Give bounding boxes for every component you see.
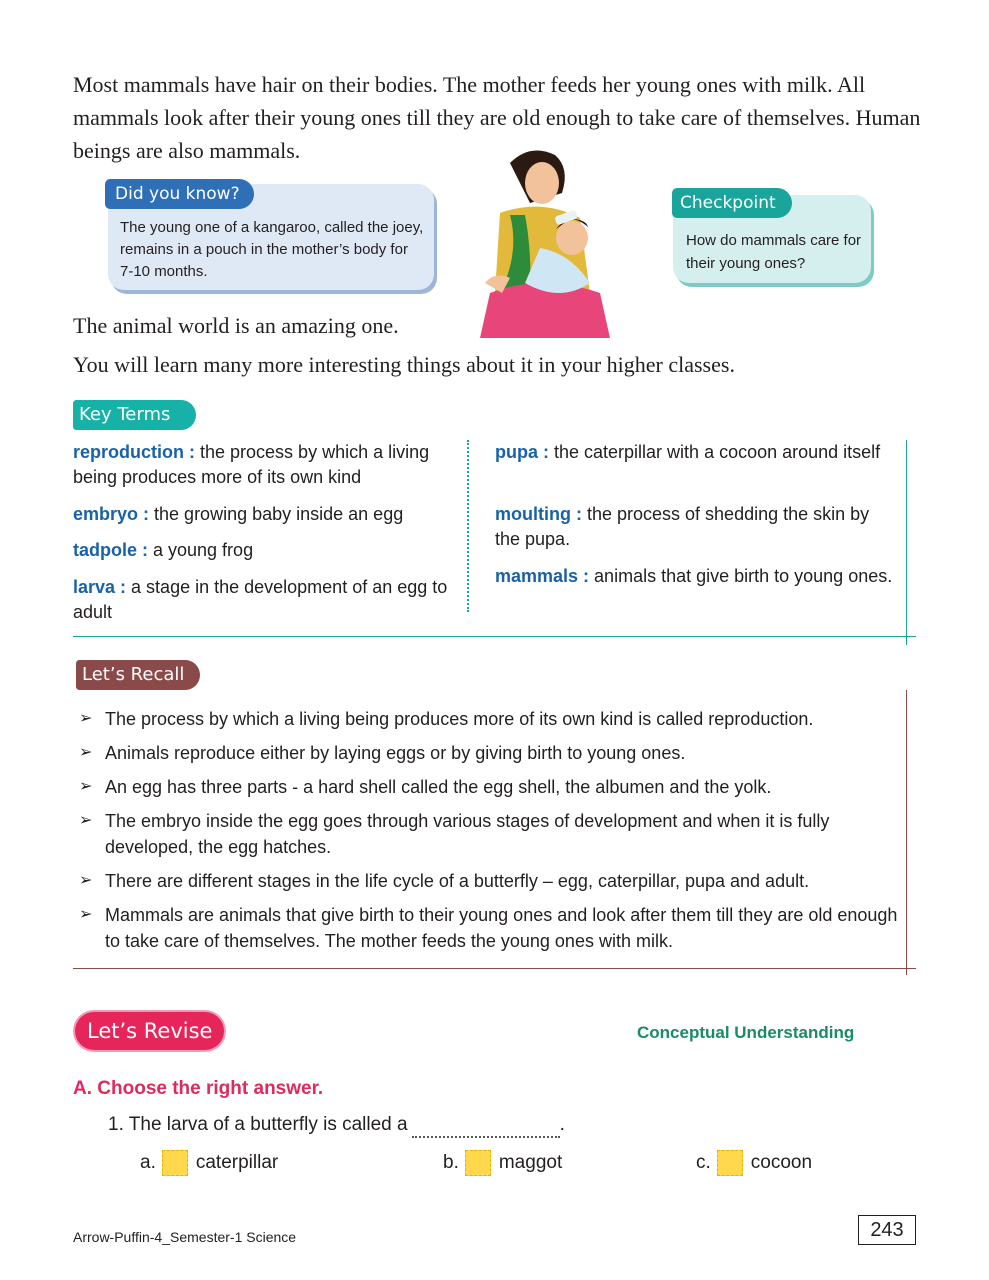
animal-world-line-1: The animal world is an amazing one. — [73, 313, 399, 338]
term-name: reproduction : — [73, 442, 195, 462]
question-text: 1. The larva of a butterfly is called a — [108, 1114, 408, 1135]
option-text: cocoon — [750, 1152, 813, 1173]
option-text: maggot — [498, 1152, 563, 1173]
key-term — [73, 440, 465, 490]
book-footer: Arrow-Puffin-4_Semester-1 Science — [73, 1229, 297, 1245]
key-term — [73, 538, 465, 563]
term-name: moulting : — [495, 504, 582, 524]
checkpoint-label: Checkpoint — [672, 188, 792, 218]
key-terms-border — [906, 440, 907, 645]
term-name: mammals : — [495, 566, 590, 586]
key-term — [73, 502, 465, 527]
did-you-know-label: Did you know? — [105, 179, 254, 209]
key-term — [495, 440, 895, 465]
arrow-bullet-icon: ➢ — [79, 778, 93, 795]
option-c[interactable] — [696, 1150, 812, 1176]
recall-item: ➢ An egg has three parts - a hard shell called the egg shell, the albumen and the yolk. — [73, 774, 903, 800]
term-definition: the growing baby inside an egg — [149, 504, 404, 524]
key-term — [495, 502, 895, 552]
arrow-bullet-icon: ➢ — [79, 906, 93, 923]
arrow-bullet-icon: ➢ — [79, 710, 93, 727]
term-name: pupa : — [495, 442, 549, 462]
checkpoint-question: How do mammals care for their young ones? — [686, 232, 862, 272]
term-definition: the caterpillar with a cocoon around itself — [549, 442, 881, 462]
arrow-bullet-icon: ➢ — [79, 872, 93, 889]
answer-checkbox[interactable] — [717, 1150, 743, 1176]
recall-item: ➢ There are different stages in the life cycle of a butterfly – egg, caterpillar, pupa and adult. — [73, 868, 903, 894]
animal-world-line-2: You will learn many more interesting things about it in your higher classes. — [73, 352, 735, 377]
section-a-heading: A. Choose the right answer. — [73, 1078, 324, 1099]
arrow-bullet-icon: ➢ — [79, 744, 93, 761]
term-definition: a young frog — [148, 540, 254, 560]
recall-list — [73, 706, 903, 962]
key-term — [73, 575, 465, 625]
question-1: 1. The larva of a butterfly is called a . — [108, 1114, 565, 1138]
intro-paragraph: Most mammals have hair on their bodies. The mother feeds her young ones with milk. All mammals look after their young ones till they are old enough to take care of themselves. Human beings are also mammals. — [73, 72, 921, 163]
term-definition: animals that give birth to young ones. — [589, 566, 893, 586]
answer-checkbox[interactable] — [465, 1150, 491, 1176]
option-b[interactable] — [443, 1150, 562, 1176]
lets-revise-label: Let’s Revise — [75, 1012, 224, 1050]
recall-item: ➢ The embryo inside the egg goes through various stages of development and when it is fully developed, the egg hatches. — [73, 808, 903, 860]
lets-recall-label: Let’s Recall — [76, 660, 200, 690]
answer-blank — [412, 1114, 560, 1138]
key-term — [495, 564, 895, 589]
option-letter: b. — [443, 1152, 459, 1173]
key-terms-label: Key Terms — [73, 400, 196, 430]
mother-feeding-baby-illustration — [470, 143, 620, 338]
term-name: embryo : — [73, 504, 150, 524]
recall-item: ➢ Animals reproduce either by laying eggs or by giving birth to young ones. — [73, 740, 903, 766]
term-definition: a stage in the development of an egg to adult — [73, 577, 448, 622]
option-letter: a. — [140, 1152, 156, 1173]
key-terms-rule — [73, 636, 916, 637]
term-definition: the process by which a living being produces more of its own kind — [73, 442, 430, 487]
category-label: Conceptual Understanding — [637, 1023, 855, 1042]
recall-item: ➢ The process by which a living being produces more of its own kind is called reproduction. — [73, 706, 903, 732]
term-name: tadpole : — [73, 540, 148, 560]
arrow-bullet-icon: ➢ — [79, 812, 93, 829]
term-definition: the process of shedding the skin by the pupa. — [495, 504, 870, 549]
key-terms-divider — [467, 440, 469, 612]
option-text: caterpillar — [195, 1152, 279, 1173]
answer-checkbox[interactable] — [162, 1150, 188, 1176]
did-you-know-text: The young one of a kangaroo, called the joey, remains in a pouch in the mother’s body for 7-10 months. — [120, 219, 424, 280]
page-number: 243 — [858, 1215, 916, 1245]
recall-item: ➢ Mammals are animals that give birth to their young ones and look after them till they are old enough to take care of themselves. The mother feeds the young ones with milk. — [73, 902, 903, 954]
option-letter: c. — [696, 1152, 711, 1173]
option-a[interactable] — [140, 1150, 278, 1176]
lets-recall-border — [906, 690, 907, 975]
term-name: larva : — [73, 577, 127, 597]
lets-recall-rule — [73, 968, 916, 969]
